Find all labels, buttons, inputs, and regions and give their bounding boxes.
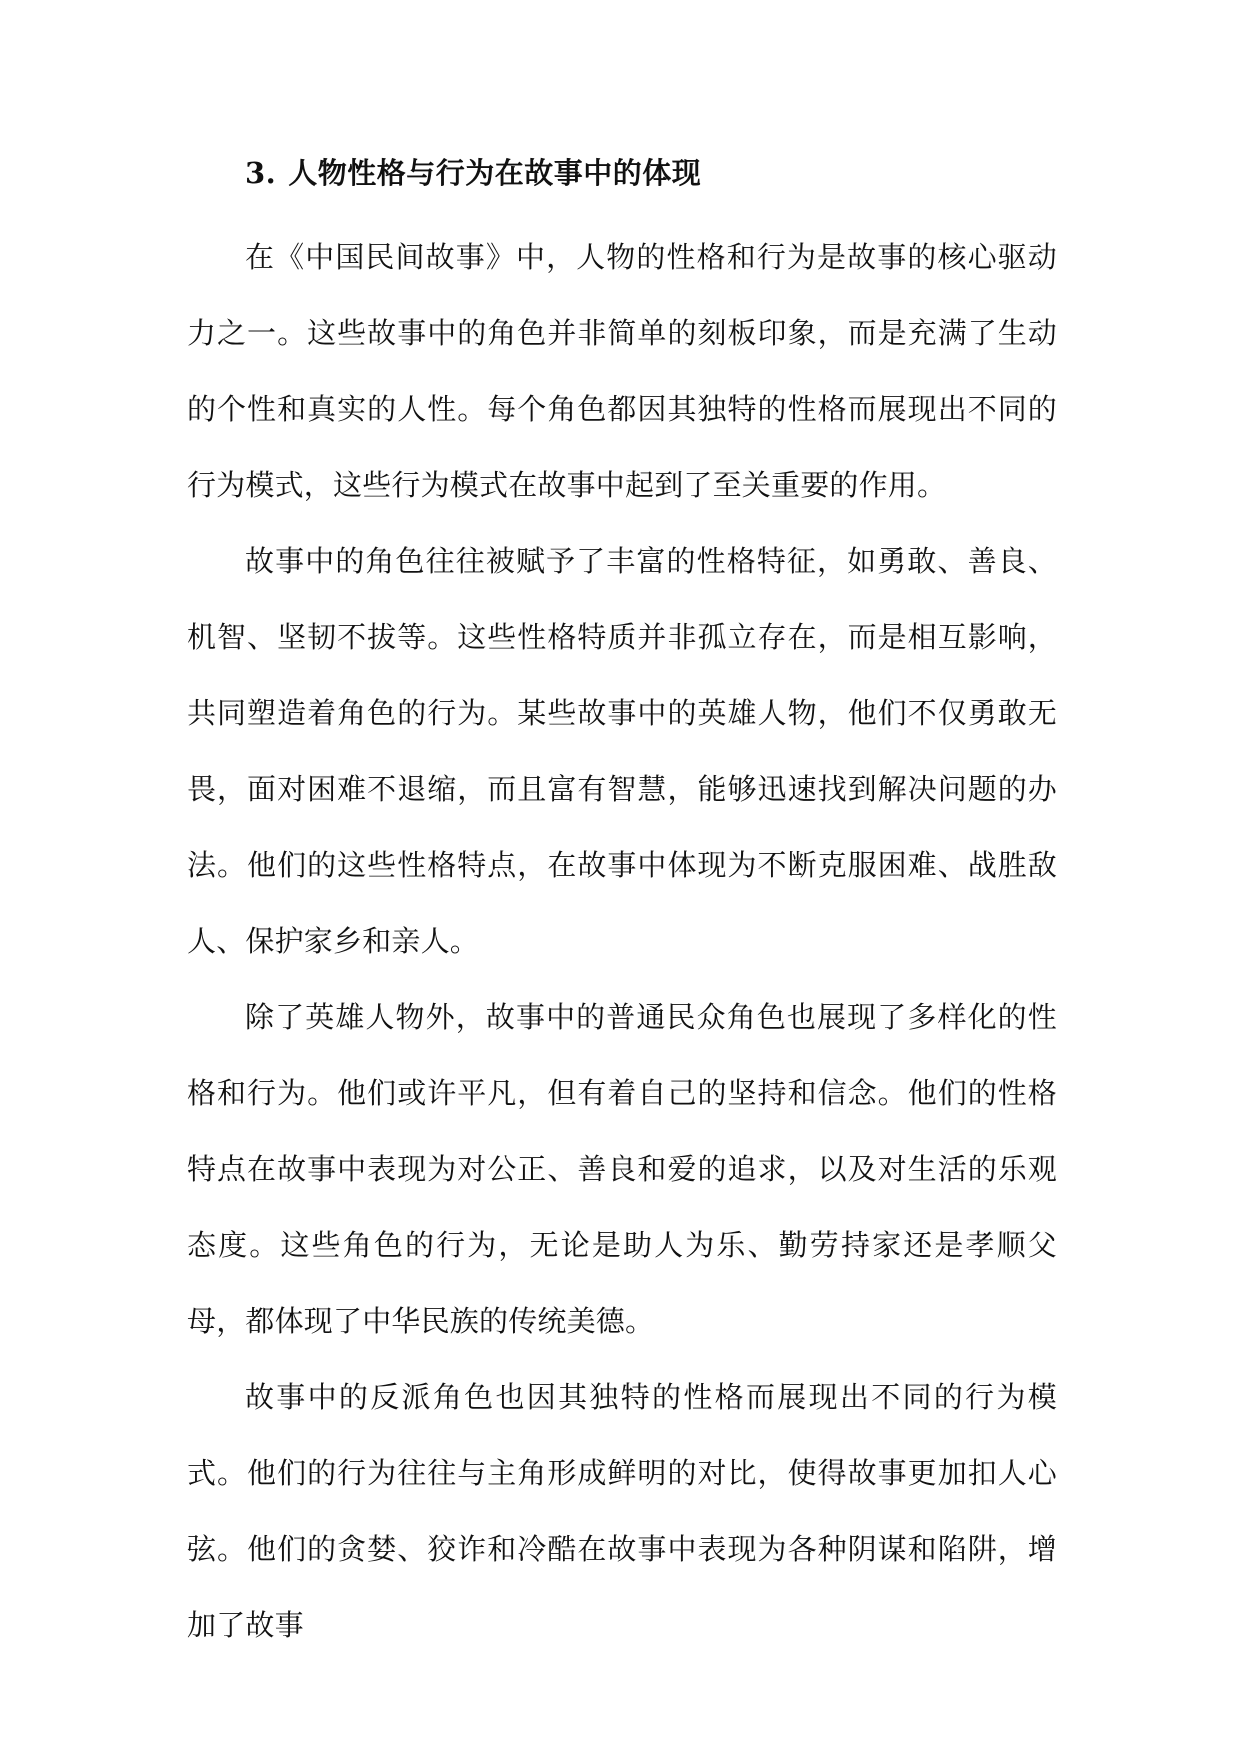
paragraph-2: 故事中的角色往往被赋予了丰富的性格特征，如勇敢、善良、机智、坚韧不拔等。这些性格特质并非孤立存在，而是相互影响，共同塑造着角色的行为。某些故事中的英雄人物，他们不仅勇敢无畏，面对困难不退缩，而且富有智慧，能够迅速找到解决问题的办法。他们的这些性格特点，在故事中体现为不断克服困难、战胜敌人、保护家乡和亲人。 [187,544,1057,958]
section-number: 3. [245,156,277,190]
paragraph-4: 故事中的反派角色也因其独特的性格而展现出不同的行为模式。他们的行为往往与主角形成鲜明的对比，使得故事更加扣人心弦。他们的贪婪、狡诈和冷酷在故事中表现为各种阴谋和陷阱，增加了故事 [187,1380,1057,1642]
section-title: 人物性格与行为在故事中的体现 [288,156,702,190]
paragraph-3: 除了英雄人物外，故事中的普通民众角色也展现了多样化的性格和行为。他们或许平凡，但有着自己的坚持和信念。他们的性格特点在故事中表现为对公正、善良和爱的追求，以及对生活的乐观态度。这些角色的行为，无论是助人为乐、勤劳持家还是孝顺父母，都体现了中华民族的传统美德。 [187,1000,1057,1338]
section-heading [245,148,701,198]
document-body [187,219,1057,1663]
paragraph-1: 在《中国民间故事》中，人物的性格和行为是故事的核心驱动力之一。这些故事中的角色并非简单的刻板印象，而是充满了生动的个性和真实的人性。每个角色都因其独特的性格而展现出不同的行为模式，这些行为模式在故事中起到了至关重要的作用。 [187,240,1057,502]
